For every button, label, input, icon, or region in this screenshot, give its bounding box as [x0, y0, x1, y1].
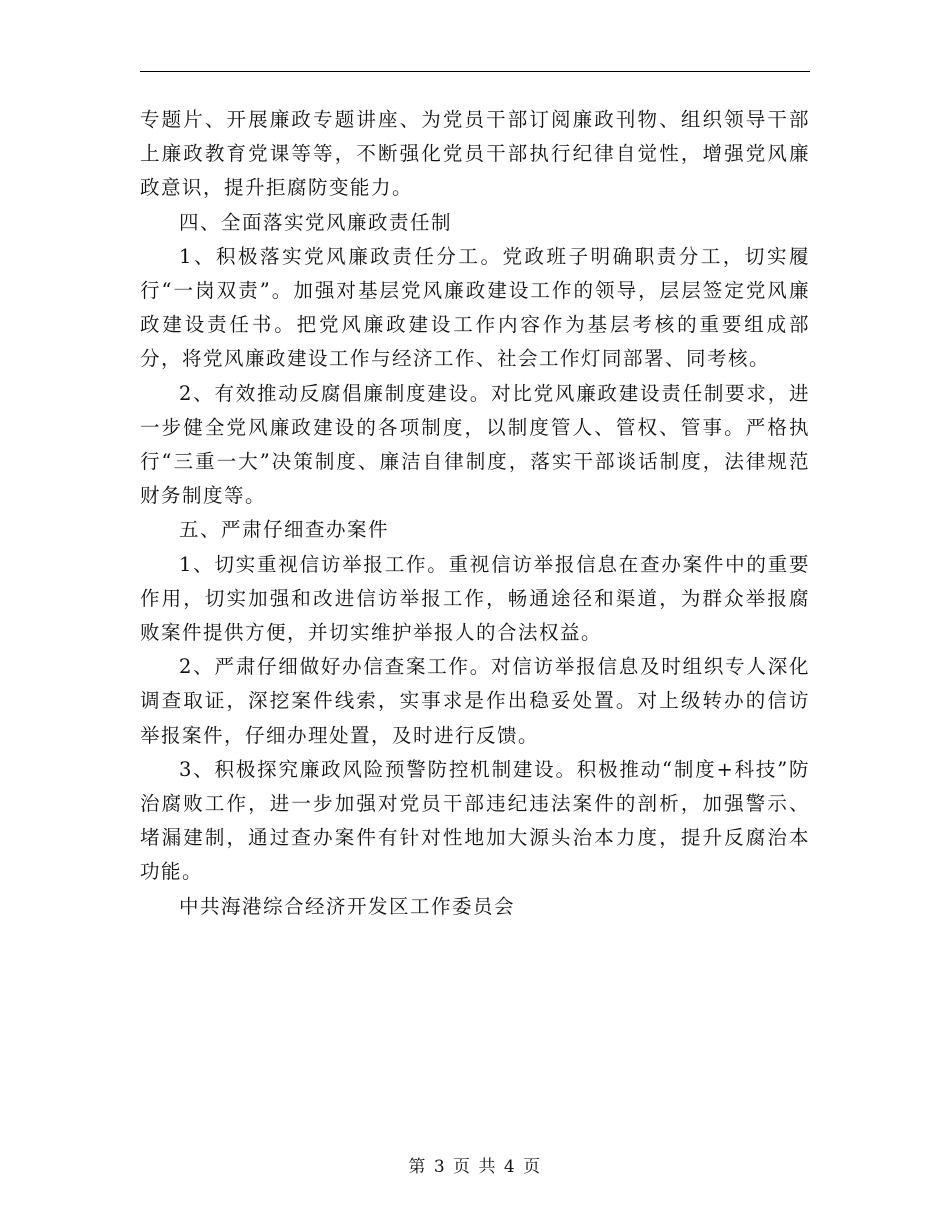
section-heading-5: 五、严肃仔细查办案件 — [179, 518, 390, 542]
page-number-footer: 第 3 页 共 4 页 — [408, 1157, 542, 1177]
paragraph-4-1: 1、积极落实党风廉政责任分工。党政班子明确职责分工，切实履行“一岗双责”。加强对基层党风廉政建设工作的领导，层层签定党风廉政建设责任书。把党风廉政建设工作内容作为基层考核的重要组成部分，将党风廉政建设工作与经济工作、社会工作灯同部署、同考核。 — [140, 244, 810, 371]
section-heading-4: 四、全面落实党风廉政责任制 — [179, 210, 453, 234]
paragraph-5-3: 3、积极探究廉政风险预警防控机制建设。积极推动“制度+科技”防治腐败工作，进一步加强对党员干部违纪违法案件的剖析，加强警示、堵漏建制，通过查办案件有针对性地加大源头治本力度，提升反腐治本功能。 — [140, 757, 810, 884]
paragraph-continuation: 专题片、开展廉政专题讲座、为党员干部订阅廉政刊物、组织领导干部上廉政教育党课等等，不断强化党员干部执行纪律自觉性，增强党风廉政意识，提升拒腐防变能力。 — [140, 108, 810, 200]
document-body — [140, 103, 810, 924]
paragraph-5-2: 2、严肃仔细做好办信查案工作。对信访举报信息及时组织专人深化调查取证，深挖案件线索，实事求是作出稳妥处置。对上级转办的信访举报案件，仔细办理处置，及时进行反馈。 — [140, 655, 810, 747]
signature-organization: 中共海港综合经济开发区工作委员会 — [179, 894, 516, 918]
paragraph-4-2: 2、有效推动反腐倡廉制度建设。对比党风廉政建设责任制要求，进一步健全党风廉政建设的各项制度，以制度管人、管权、管事。严格执行“三重一大”决策制度、廉洁自律制度，落实干部谈话制度，法律规范财务制度等。 — [140, 381, 810, 508]
header-rule — [140, 71, 810, 72]
paragraph-5-1: 1、切实重视信访举报工作。重视信访举报信息在查办案件中的重要作用，切实加强和改进信访举报工作，畅通途径和渠道，为群众举报腐败案件提供方便，并切实维护举报人的合法权益。 — [140, 552, 810, 645]
